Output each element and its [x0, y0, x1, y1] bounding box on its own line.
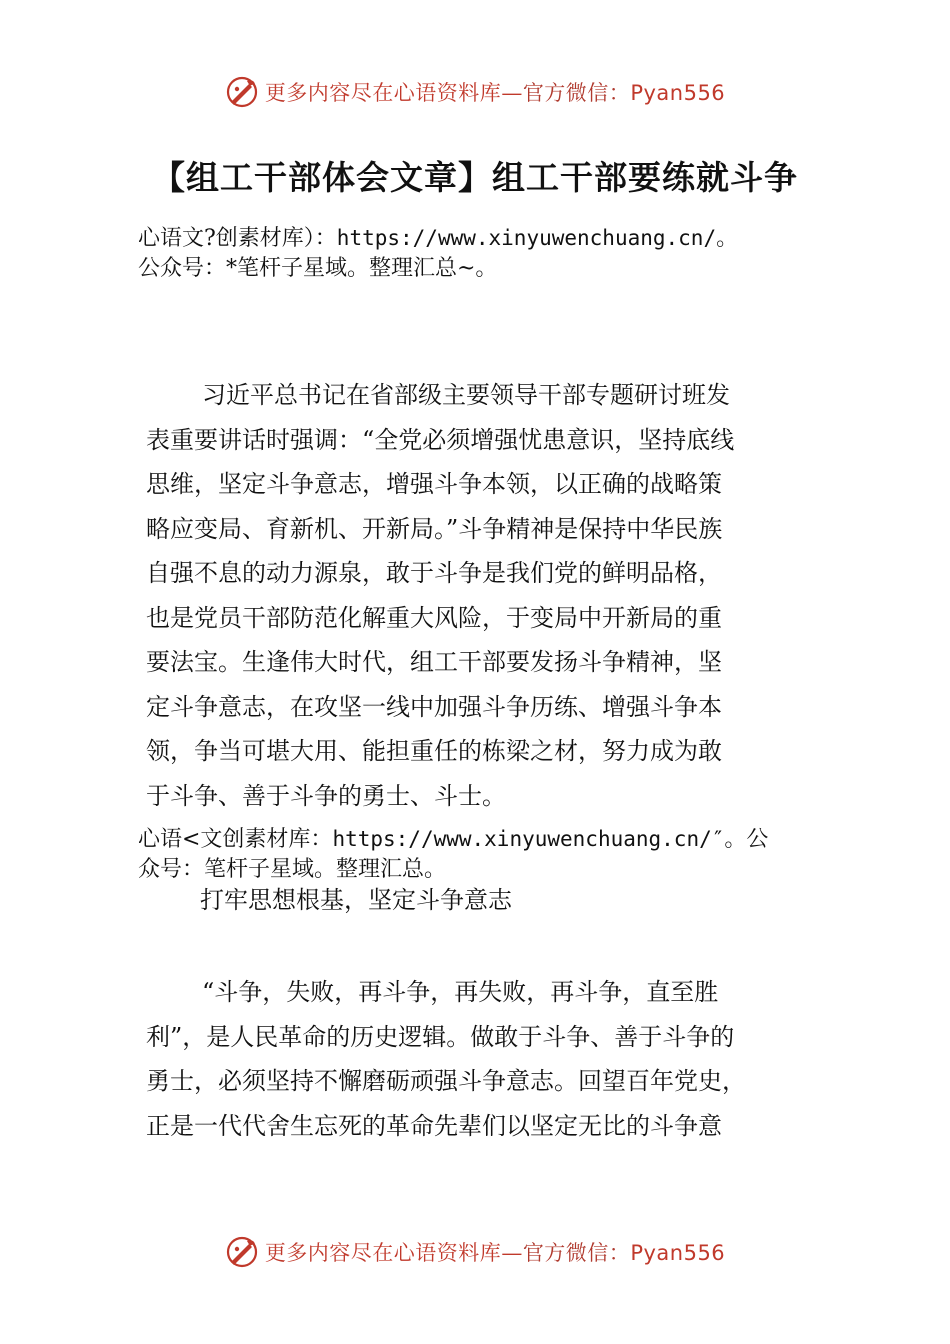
banner-main: 更多内容尽在心语资料库 — [264, 81, 502, 105]
note-2-prefix: 心语<文创素材库： — [138, 827, 333, 852]
note-2-suffix: 。公 — [724, 827, 769, 852]
paragraph-line: 要法宝。生逢伟大时代，组工干部要发扬斗争精神，坚 — [146, 648, 722, 676]
banner-separator: — — [501, 1241, 523, 1265]
paragraph-2 — [146, 970, 746, 1148]
paragraph-line: 领，争当可堪大用、能担重任的栋梁之材，努力成为敢 — [146, 737, 722, 765]
section-heading: 打牢思想根基，坚定斗争意志 — [200, 886, 512, 914]
paragraph-line: 习近平总书记在省部级主要领导干部专题研讨班发 — [202, 381, 730, 409]
banner-wechat-label: 官方微信： — [522, 81, 631, 105]
banner-main: 更多内容尽在心语资料库 — [264, 1241, 502, 1265]
banner-text — [265, 1237, 725, 1267]
banner-text — [265, 77, 725, 107]
paragraph-line: 正是一代代舍生忘死的革命先辈们以坚定无比的斗争意 — [146, 1111, 722, 1140]
source-note-2 — [138, 824, 768, 885]
note-1-prefix: 心语文?创素材库）： — [138, 226, 337, 251]
banner-wechat-id: Pyan556 — [630, 1241, 726, 1265]
top-banner — [0, 72, 950, 112]
bottom-banner — [0, 1232, 950, 1272]
banner-wechat-id: Pyan556 — [630, 81, 726, 105]
source-note-1-line-1 — [138, 223, 738, 254]
document-title: 【组工干部体会文章】组工干部要练就斗争 — [152, 158, 798, 197]
source-note-1-line-2: 公众号：*笔杆子星域。整理汇总~。 — [138, 256, 498, 281]
pen-logo-icon — [225, 1235, 259, 1269]
paragraph-line: 表重要讲话时强调：“全党必须增强忧患意识，坚持底线 — [146, 425, 735, 454]
paragraph-line: “斗争，失败，再斗争，再失败，再斗争，直至胜 — [202, 978, 719, 1006]
paragraph-line: 于斗争、善于斗争的勇士、斗士。 — [146, 781, 506, 810]
paragraph-line: 勇士，必须坚持不懈磨砺顽强斗争意志。回望百年党史， — [146, 1067, 746, 1095]
paragraph-line: 自强不息的动力源泉，敢于斗争是我们党的鲜明品格， — [146, 559, 722, 587]
paragraph-line: 也是党员干部防范化解重大风险，于变局中开新局的重 — [146, 603, 722, 632]
banner-separator: — — [501, 81, 523, 105]
note-1-url: https://www.xinyuwenchuang.cn/ — [336, 226, 717, 250]
banner-wechat-label: 官方微信： — [522, 1241, 631, 1265]
source-note-2-line-1 — [138, 824, 768, 855]
source-note-1 — [138, 223, 738, 284]
note-2-url: https://www.xinyuwenchuang.cn/″ — [332, 827, 725, 851]
source-note-2-line-2: 众号：笔杆子星域。整理汇总。 — [138, 857, 447, 882]
paragraph-line: 略应变局、育新机、开新局。”斗争精神是保持中华民族 — [146, 514, 723, 543]
paragraph-line: 定斗争意志，在攻坚一线中加强斗争历练、增强斗争本 — [146, 692, 722, 721]
paragraph-line: 思维，坚定斗争意志，增强斗争本领，以正确的战略策 — [146, 470, 722, 498]
note-1-suffix: 。 — [716, 226, 739, 251]
paragraph-line: 利”，是人民革命的历史逻辑。做敢于斗争、善于斗争的 — [146, 1022, 735, 1051]
paragraph-1 — [146, 373, 734, 818]
pen-logo-icon — [225, 75, 259, 109]
